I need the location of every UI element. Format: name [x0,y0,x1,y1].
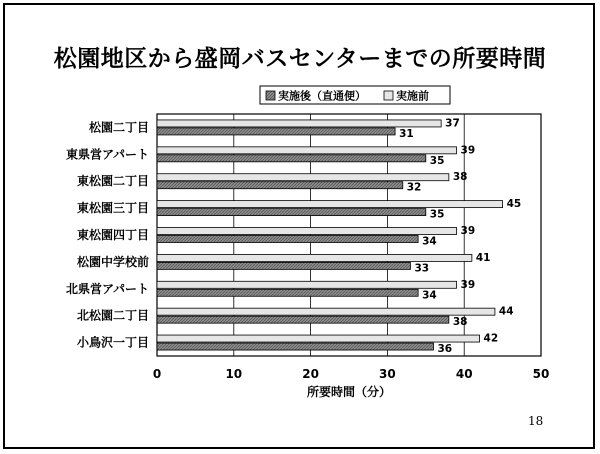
data-label-before: 39 [460,278,476,291]
category-label: 北県営アパート [65,281,149,296]
legend-label-2: 実施前 [396,89,429,103]
x-tick-label: 20 [302,367,319,381]
bar-before [157,174,449,181]
legend-swatch-1 [266,91,275,100]
legend-label-1: 実施後（直通便） [278,89,366,103]
data-label-after: 35 [429,208,445,221]
bar-before [157,254,472,261]
category-label: 東県営アパート [65,147,149,162]
bar-after [157,128,395,135]
category-label: 東松園四丁目 [76,228,149,242]
data-label-after: 36 [437,343,453,356]
bar-after [157,262,410,269]
data-label-before: 42 [483,332,499,345]
bar-before [157,201,503,208]
category-label: 東松園三丁目 [76,201,149,216]
data-label-after: 33 [414,262,430,275]
bar-before [157,335,480,342]
data-label-after: 34 [422,289,437,302]
x-tick-label: 10 [225,367,243,381]
data-label-after: 34 [422,235,437,248]
data-label-after: 32 [406,181,422,194]
category-label: 松園中学校前 [76,254,149,269]
bar-before [157,228,457,235]
bar-after [157,316,449,323]
x-axis-label: 所要時間（分） [306,385,392,399]
bar-before [157,147,457,154]
data-label-before: 39 [460,144,476,157]
x-tick-label: 30 [379,367,396,381]
data-label-after: 38 [452,316,468,329]
data-label-before: 39 [460,225,476,237]
data-label-before: 38 [452,171,468,184]
x-tick-label: 0 [152,367,162,381]
data-label-after: 31 [399,127,414,140]
x-tick-label: 40 [455,367,473,381]
data-label-before: 41 [475,251,491,264]
category-label: 東松園二丁目 [76,174,149,189]
x-tick-label: 50 [532,367,550,381]
bar-after [157,182,403,189]
bar-after [157,289,418,296]
bar-before [157,308,495,315]
data-label-before: 37 [445,117,460,130]
data-label-after: 35 [429,154,445,167]
data-label-before: 45 [506,198,522,211]
slide-title: 松園地区から盛岡バスセンターまでの所要時間 [53,46,547,72]
category-label: 松園二丁目 [88,120,149,135]
category-label: 小鳥沢一丁目 [76,335,149,350]
bar-after [157,209,426,216]
bar-after [157,155,426,162]
bar-after [157,343,433,350]
bar-before [157,120,441,127]
bar-before [157,281,457,288]
legend-swatch-2 [384,91,393,100]
data-label-before: 44 [498,305,514,318]
category-label: 北松園二丁目 [76,308,149,323]
bar-after [157,236,418,243]
page-number: 18 [528,414,544,428]
